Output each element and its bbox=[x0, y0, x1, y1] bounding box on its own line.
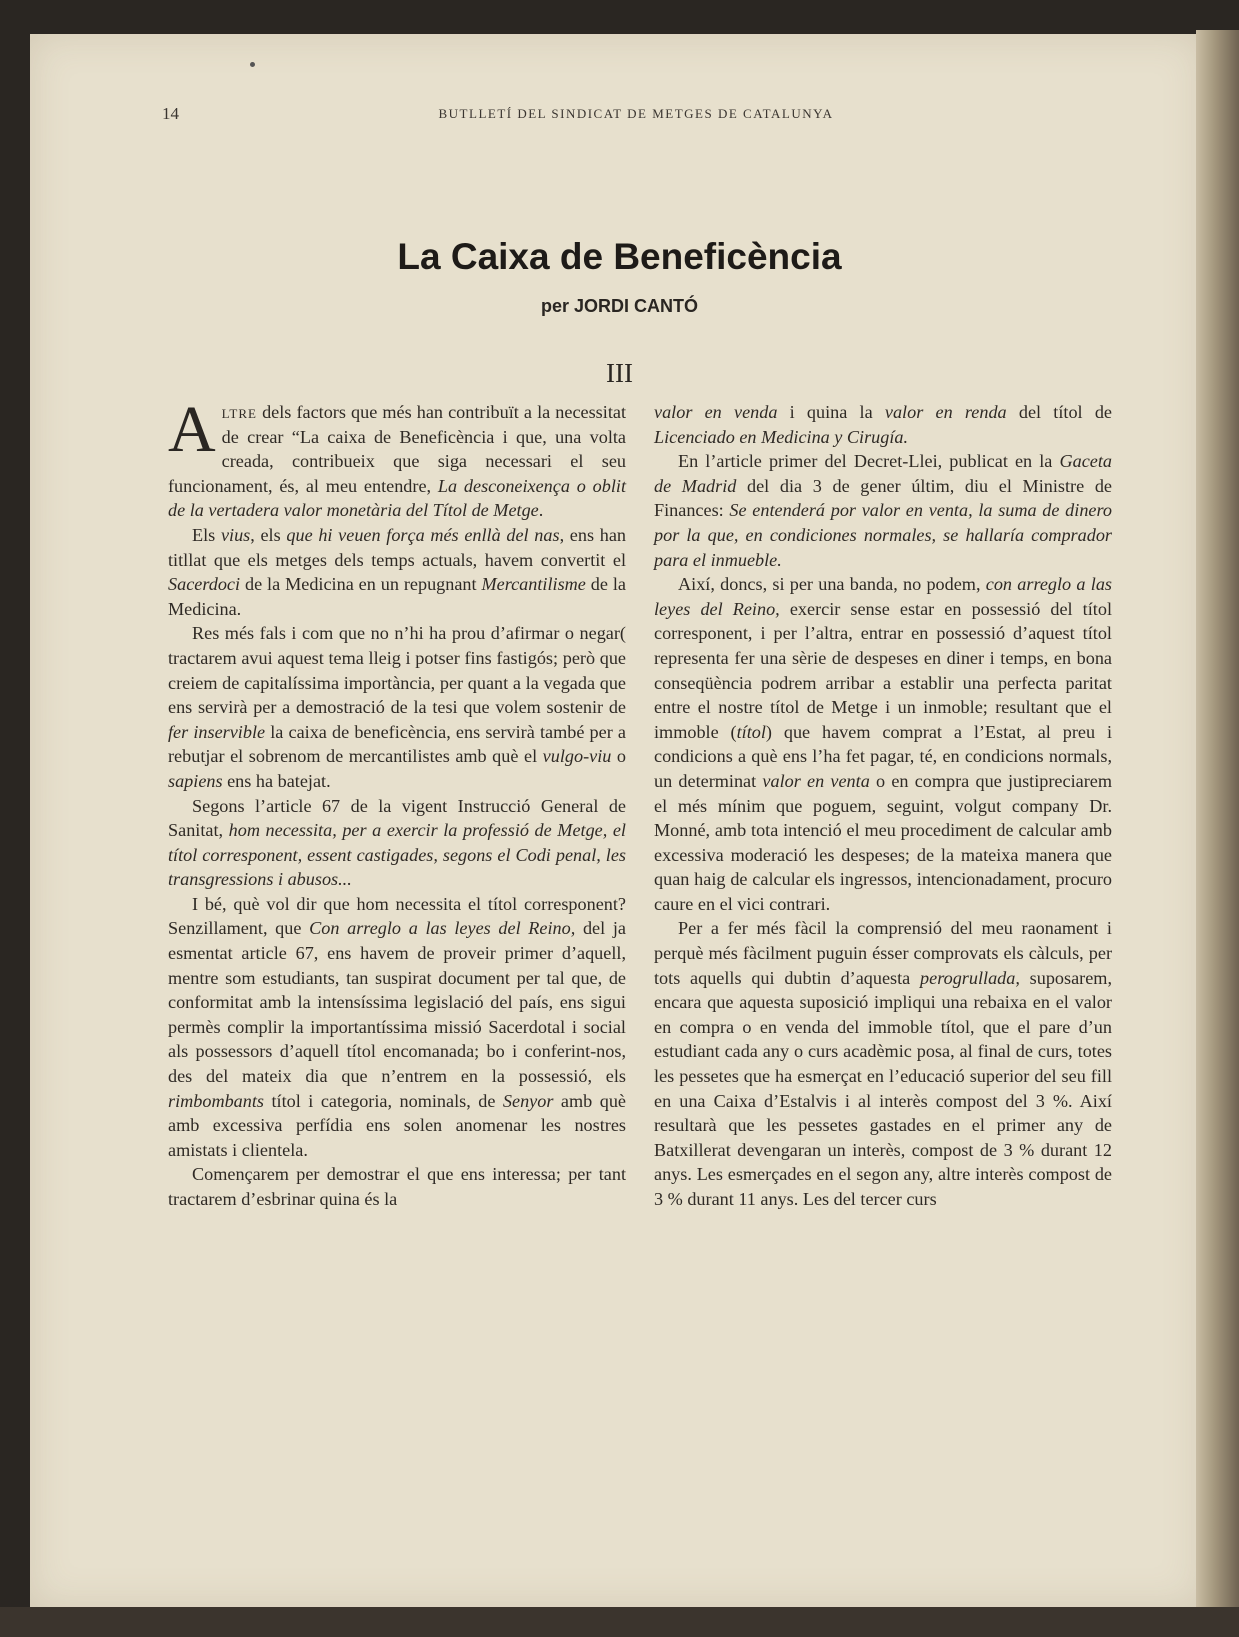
paragraph: I bé, què vol dir que hom necessita el títol corresponent? Senzillament, que Con arreglo a las leyes del Reino, del ja esmentat article 67, ens havem de proveir primer d’aquell, mentre som estudiants, tan suspirat document per tal que, de conformitat amb la intensíssima legislació del país, ens sigui permès complir la importantíssima missió Sacerdotal i social als possessors d’aquell títol encomanada; bo i conferint-nos, des del mateix dia que n’entrem en la possessió, els rimbombants títol i categoria, nominals, de Senyor amb què amb excessiva perfídia ens solen anomenar les nostres amistats i clientela. bbox=[168, 893, 626, 1160]
paragraph: En l’article primer del Decret-Llei, publicat en la Gaceta de Madrid del dia 3 de gener últim, diu el Ministre de Finances: Se entenderá por valor en venta, la suma de dinero por la que, en condiciones normales, se hallaría comprador para el inmueble. bbox=[654, 451, 1112, 570]
paragraph: Per a fer més fàcil la comprensió del meu raonament i perquè més fàcilment puguin ésser comprovats els càlculs, per tots aquells qui dubtin d’aquesta perogrullada, suposarem, encara que aquesta suposició impliqui una rebaixa en el valor en compra o en venda del immoble títol, que el pare d’un estudiant cada any o curs acadèmic posa, al final de curs, totes les pessetes que ha esmerçat en l’educació superior del seu fill en una Caixa d’Estalvis i al interès compost del 3 %. Així resultarà que les pessetes gastades en el primer any de Batxillerat devengaran un interès, compost de 3 % durant 12 anys. Les esmerçades en el segon any, altre interès compost de 3 % durant 11 anys. Les del tercer curs bbox=[654, 918, 1113, 1209]
right-column bbox=[654, 400, 1112, 1212]
page-number: 14 bbox=[162, 104, 179, 123]
left-column bbox=[168, 393, 627, 1212]
paragraph: Segons l’article 67 de la vigent Instrucció General de Sanitat, hom necessita, per a exercir la professió de Metge, el títol corresponent, essent castigades, segons el Codi penal, les transgressions i abusos... bbox=[168, 795, 626, 890]
paragraph: Els vius, els que hi veuen força més enllà del nas, ens han titllat que els metges dels temps actuals, havem convertit el Sacerdoci de la Medicina en un repugnant Mercantilisme de la Medicina. bbox=[168, 524, 626, 619]
scan-border bbox=[0, 1607, 1239, 1637]
running-head: BUTLLETÍ DEL SINDICAT DE METGES DE CATALUNYA bbox=[438, 106, 834, 121]
paragraph: Altre dels factors que més han contribuït a la necessitat de crear “La caixa de Beneficència i que, una volta creada, contribueix que siga necessari el seu funcionament, és, al meu entendre, La desconeixença o oblit de la vertadera valor monetària del Títol de Metge. bbox=[168, 393, 627, 521]
paragraph: valor en venda i quina la valor en renda del títol de Licenciado en Medicina y Cirugía. bbox=[654, 402, 1112, 447]
paragraph: Res més fals i com que no n’hi ha prou d’afirmar o negar( tractarem avui aquest tema lleig i potser fins fastigós; però que creiem de capitalíssima importància, per quant a la vegada que ens servirà per a demostració de la tesi que volem sostenir de fer inservible la caixa de beneficència, ens servirà també per a rebutjar el sobrenom de mercantilistes amb què el vulgo-viu o sapiens ens ha batejat. bbox=[168, 623, 627, 791]
article-byline: per JORDI CANTÓ bbox=[540, 296, 699, 316]
paragraph: Començarem per demostrar el que ens interessa; per tant tractarem d’esbrinar quina és la bbox=[168, 1164, 626, 1209]
article-title: La Caixa de Beneficència bbox=[397, 236, 842, 277]
paragraph: Així, doncs, si per una banda, no podem, con arreglo a las leyes del Reino, exercir sense estar en possessió del títol corresponent, i per l’altra, entrar en possessió d’aquest títol representa fer una sèrie de despeses en diner i temps, en bona conseqüència podrem arribar a establir una perfecta paritat entre el nostre títol de Metge i un inmoble; resultant que el immoble (títol) que havem comprat a l’Estat, al preu i condicions a què ens l’ha fet pagar, té, en condicions normals, un determinat valor en venta o en compra que justipreciarem el més mínim que poguem, seguint, volgut company Dr. Monné, amb tota intenció el meu procediment de calcular amb excessiva moderació les despeses; de la mateixa manera que quan haig de calcular els ingressos, intencionadament, procuro caure en el vici contrari. bbox=[654, 574, 1112, 914]
section-number: III bbox=[606, 358, 633, 388]
drop-cap: A bbox=[168, 393, 216, 466]
ink-speck bbox=[250, 62, 255, 67]
